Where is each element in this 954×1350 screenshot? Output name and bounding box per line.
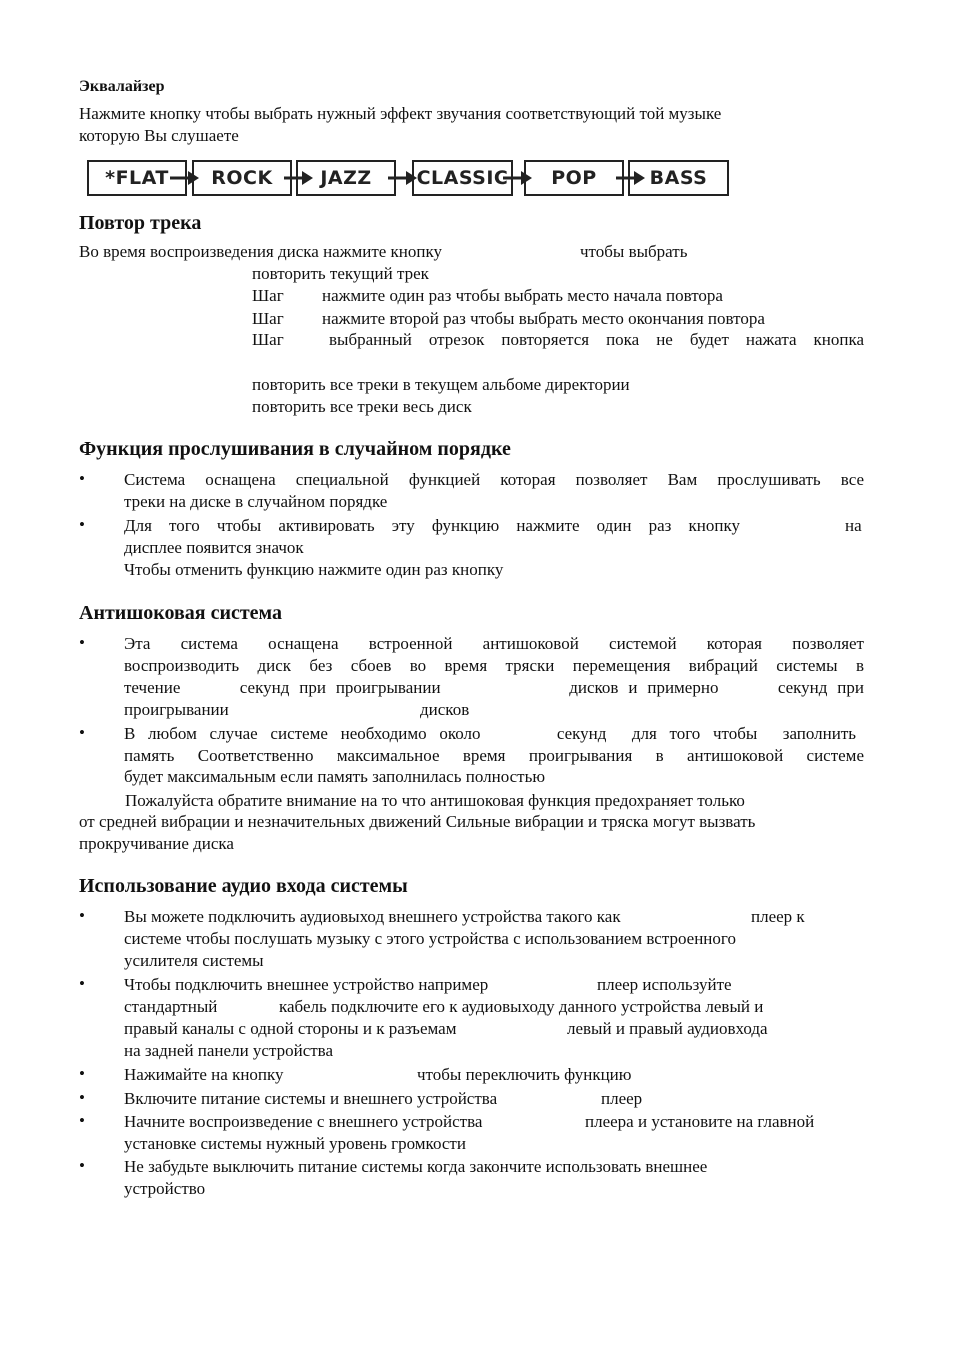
audio-bullet5-line2: установке системы нужный уровень громкости bbox=[124, 1134, 466, 1153]
audio-bullet2-line2a: стандартный bbox=[124, 997, 218, 1016]
antishock-heading: Антишоковая система bbox=[79, 602, 283, 624]
antishock-bullet2-line2: память Соответственно максимальное время проигрывания в антишоковой системе bbox=[124, 746, 864, 765]
audio-bullet2-line3a: правый каналы с одной стороны и к разъемам bbox=[124, 1019, 457, 1038]
audio-bullet2-line1a: Чтобы подключить внешнее устройство например bbox=[124, 975, 489, 994]
repeat-heading: Повтор трека bbox=[79, 212, 202, 234]
random-bullet2-line1a: Для того чтобы активировать эту функцию нажмите один раз кнопку bbox=[124, 516, 740, 535]
antishock-bullet1-line4b: дисков bbox=[420, 700, 470, 719]
bullet: • bbox=[79, 906, 85, 925]
audio-bullet4a: Включите питание системы и внешнего устройства bbox=[124, 1089, 498, 1108]
eq-mode-bass: BASS bbox=[628, 160, 729, 196]
eq-mode-flat: *FLAT bbox=[87, 160, 187, 196]
random-heading: Функция прослушивания в случайном порядке bbox=[79, 438, 511, 460]
bullet: • bbox=[79, 974, 85, 993]
bullet: • bbox=[79, 1064, 85, 1083]
repeat-step1-text: нажмите один раз чтобы выбрать место начала повтора bbox=[322, 286, 723, 305]
antishock-bullet1-line3: течение секунд при проигрывании дисков и примерно секунд при bbox=[124, 678, 864, 697]
audio-bullet5-line1b: плеера и установите на главной bbox=[585, 1112, 815, 1131]
repeat-option-one: повторить текущий трек bbox=[252, 264, 429, 283]
eq-mode-pop: POP bbox=[524, 160, 624, 196]
repeat-intro-a: Во время воспроизведения диска нажмите кнопку bbox=[79, 242, 443, 261]
antishock-bullet1-line4a: проигрывании bbox=[124, 700, 229, 719]
antishock-bullet1-line1: Эта система оснащена встроенной антишоковой системой которая позволяет bbox=[124, 634, 864, 653]
equalizer-heading: Эквалайзер bbox=[79, 78, 165, 95]
bullet: • bbox=[79, 1088, 85, 1107]
bullet: • bbox=[79, 1111, 85, 1130]
repeat-step1-label: Шаг bbox=[252, 286, 284, 305]
random-bullet1-line1: Система оснащена специальной функцией которая позволяет Вам прослушивать все bbox=[124, 470, 864, 489]
audio-bullet2-line1b: плеер используйте bbox=[597, 975, 732, 994]
bullet: • bbox=[79, 723, 85, 742]
audio-bullet6-line1: Не забудьте выключить питание системы когда закончите использовать внешнее bbox=[124, 1157, 708, 1176]
repeat-option-all: повторить все треки весь диск bbox=[252, 397, 472, 416]
repeat-step2-label: Шаг bbox=[252, 309, 284, 328]
audio-bullet2-line2b: кабель подключите его к аудиовыходу данного устройства левый и bbox=[279, 997, 764, 1016]
eq-mode-rock: ROCK bbox=[192, 160, 292, 196]
antishock-note-line3: прокручивание диска bbox=[79, 834, 234, 853]
eq-mode-jazz: JAZZ bbox=[296, 160, 396, 196]
repeat-intro-b: чтобы выбрать bbox=[580, 242, 688, 261]
antishock-bullet2-line3: будет максимальным если память заполнилась полностью bbox=[124, 767, 546, 786]
repeat-step3-label: Шаг bbox=[252, 330, 284, 349]
antishock-bullet1-line2: воспроизводить диск без сбоев во время тряски перемещения вибраций системы в bbox=[124, 656, 864, 675]
equalizer-text-line1: Нажмите кнопку чтобы выбрать нужный эффект звучания соответствующий той музыке bbox=[79, 104, 722, 123]
audio-input-heading: Использование аудио входа системы bbox=[79, 875, 408, 897]
antishock-note-line2: от средней вибрации и незначительных движений Сильные вибрации и тряска могут вызвать bbox=[79, 812, 756, 831]
bullet: • bbox=[79, 633, 85, 652]
audio-bullet3b: чтобы переключить функцию bbox=[417, 1065, 632, 1084]
audio-bullet6-line2: устройство bbox=[124, 1179, 206, 1198]
audio-bullet1-line1a: Вы можете подключить аудиовыход внешнего устройства такого как bbox=[124, 907, 621, 926]
random-bullet2-line1b: на bbox=[845, 516, 862, 535]
audio-bullet1-line2: системе чтобы послушать музыку с этого устройства с использованием встроенного bbox=[124, 929, 736, 948]
repeat-step2-text: нажмите второй раз чтобы выбрать место окончания повтора bbox=[322, 309, 765, 328]
audio-bullet4b: плеер bbox=[601, 1089, 643, 1108]
antishock-note-line1: Пожалуйста обратите внимание на то что антишоковая функция предохраняет только bbox=[125, 791, 745, 810]
repeat-option-album: повторить все треки в текущем альбоме директории bbox=[252, 375, 630, 394]
random-cancel-line: Чтобы отменить функцию нажмите один раз кнопку bbox=[124, 560, 504, 579]
audio-bullet5-line1a: Начните воспроизведение с внешнего устройства bbox=[124, 1112, 483, 1131]
audio-bullet1-line3: усилителя системы bbox=[124, 951, 264, 970]
audio-bullet2-line3b: левый и правый аудиовхода bbox=[567, 1019, 768, 1038]
antishock-bullet2-line1: В любом случае системе необходимо около секунд для того чтобы заполнить bbox=[124, 724, 856, 743]
audio-bullet2-line4: на задней панели устройства bbox=[124, 1041, 334, 1060]
bullet: • bbox=[79, 1156, 85, 1175]
equalizer-text-line2: которую Вы слушаете bbox=[79, 126, 239, 145]
random-bullet2-line2: дисплее появится значок bbox=[124, 538, 304, 557]
audio-bullet1-line1b: плеер к bbox=[751, 907, 805, 926]
eq-mode-classic: CLASSIC bbox=[412, 160, 513, 196]
repeat-step3-text: выбранный отрезок повторяется пока не будет нажата кнопка bbox=[329, 330, 864, 349]
bullet: • bbox=[79, 515, 85, 534]
random-bullet1-line2: треки на диске в случайном порядке bbox=[124, 492, 388, 511]
audio-bullet3a: Нажимайте на кнопку bbox=[124, 1065, 284, 1084]
bullet: • bbox=[79, 469, 85, 488]
